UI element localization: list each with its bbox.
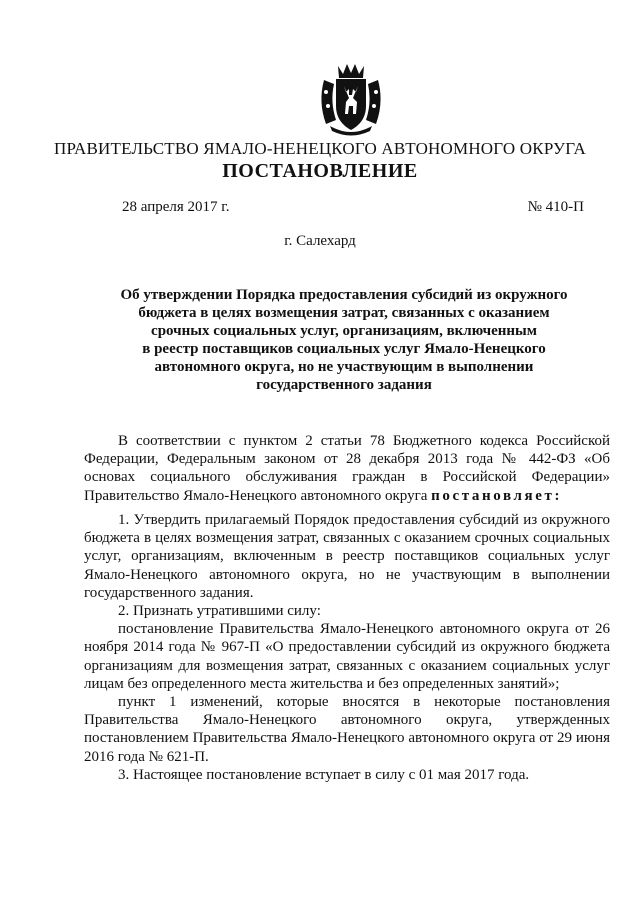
title-line: Об утверждении Порядка предоставления субсидий из окружного [120, 287, 568, 303]
title-line: бюджета в целях возмещения затрат, связанных с оказанием [138, 305, 550, 321]
preamble-text [84, 432, 610, 505]
decree-item-3: 3. Настоящее постановление вступает в силу с 01 мая 2017 года. [118, 766, 530, 783]
document-city: г. Салехард [284, 233, 356, 249]
decree-items [84, 511, 610, 784]
government-name: ПРАВИТЕЛЬСТВО ЯМАЛО-НЕНЕЦКОГО АВТОНОМНОГО ОКРУГА [54, 139, 586, 158]
document-type: ПОСТАНОВЛЕНИЕ [222, 160, 418, 182]
decree-item-1: 1. Утвердить прилагаемый Порядок предоставления субсидий из окружного бюджета в целях возмещения затрат, связанных с оказанием срочных социальных услуг, организациям, включенным в реестр поставщиков социальных услуг Ямало-Ненецкого автономного округа, но не участвующим в выполнении государственного задания. [84, 512, 610, 601]
decree-item-2a: постановление Правительства Ямало-Ненецкого автономного округа от 26 ноября 2014 года № 967-П «О предоставлении субсидий из окружного бюджета организациям для возмещения затрат, связанных с оказанием социальных услуг лицам без определенного места жительства и без определенных занятий»; [84, 621, 610, 692]
preamble-paragraph [84, 432, 610, 505]
decree-item-2b: пункт 1 изменений, которые вносятся в некоторые постановления Правительства Ямало-Ненецкого автономного округа, утвержденных постановлением Правительства Ямало-Ненецкого автономного округа от 29 июня 2016 года № 621-П. [84, 694, 610, 765]
document-date: 28 апреля 2017 г. [122, 199, 230, 215]
decree-word: постановляет: [431, 487, 563, 504]
title-line: государственного задания [256, 377, 432, 393]
title-line: в реестр поставщиков социальных услуг Ямало-Ненецкого [142, 341, 546, 357]
document-title [116, 286, 572, 394]
preamble-body: В соответствии с пунктом 2 статьи 78 Бюджетного кодекса Российской Федерации, Федеральным законом от 28 декабря 2013 года № 442-ФЗ «Об основах социального обслуживания граждан в Российской Федерации» Правительство Ямало-Ненецкого автономного округа [84, 433, 610, 504]
title-line: срочных социальных услуг, организациям, включенным [151, 323, 537, 339]
document-number: № 410-П [527, 199, 584, 215]
decree-item-2: 2. Признать утратившими силу: [118, 603, 321, 620]
title-line: автономного округа, но не участвующим в выполнении [154, 359, 534, 375]
coat-of-arms-icon [316, 62, 386, 136]
